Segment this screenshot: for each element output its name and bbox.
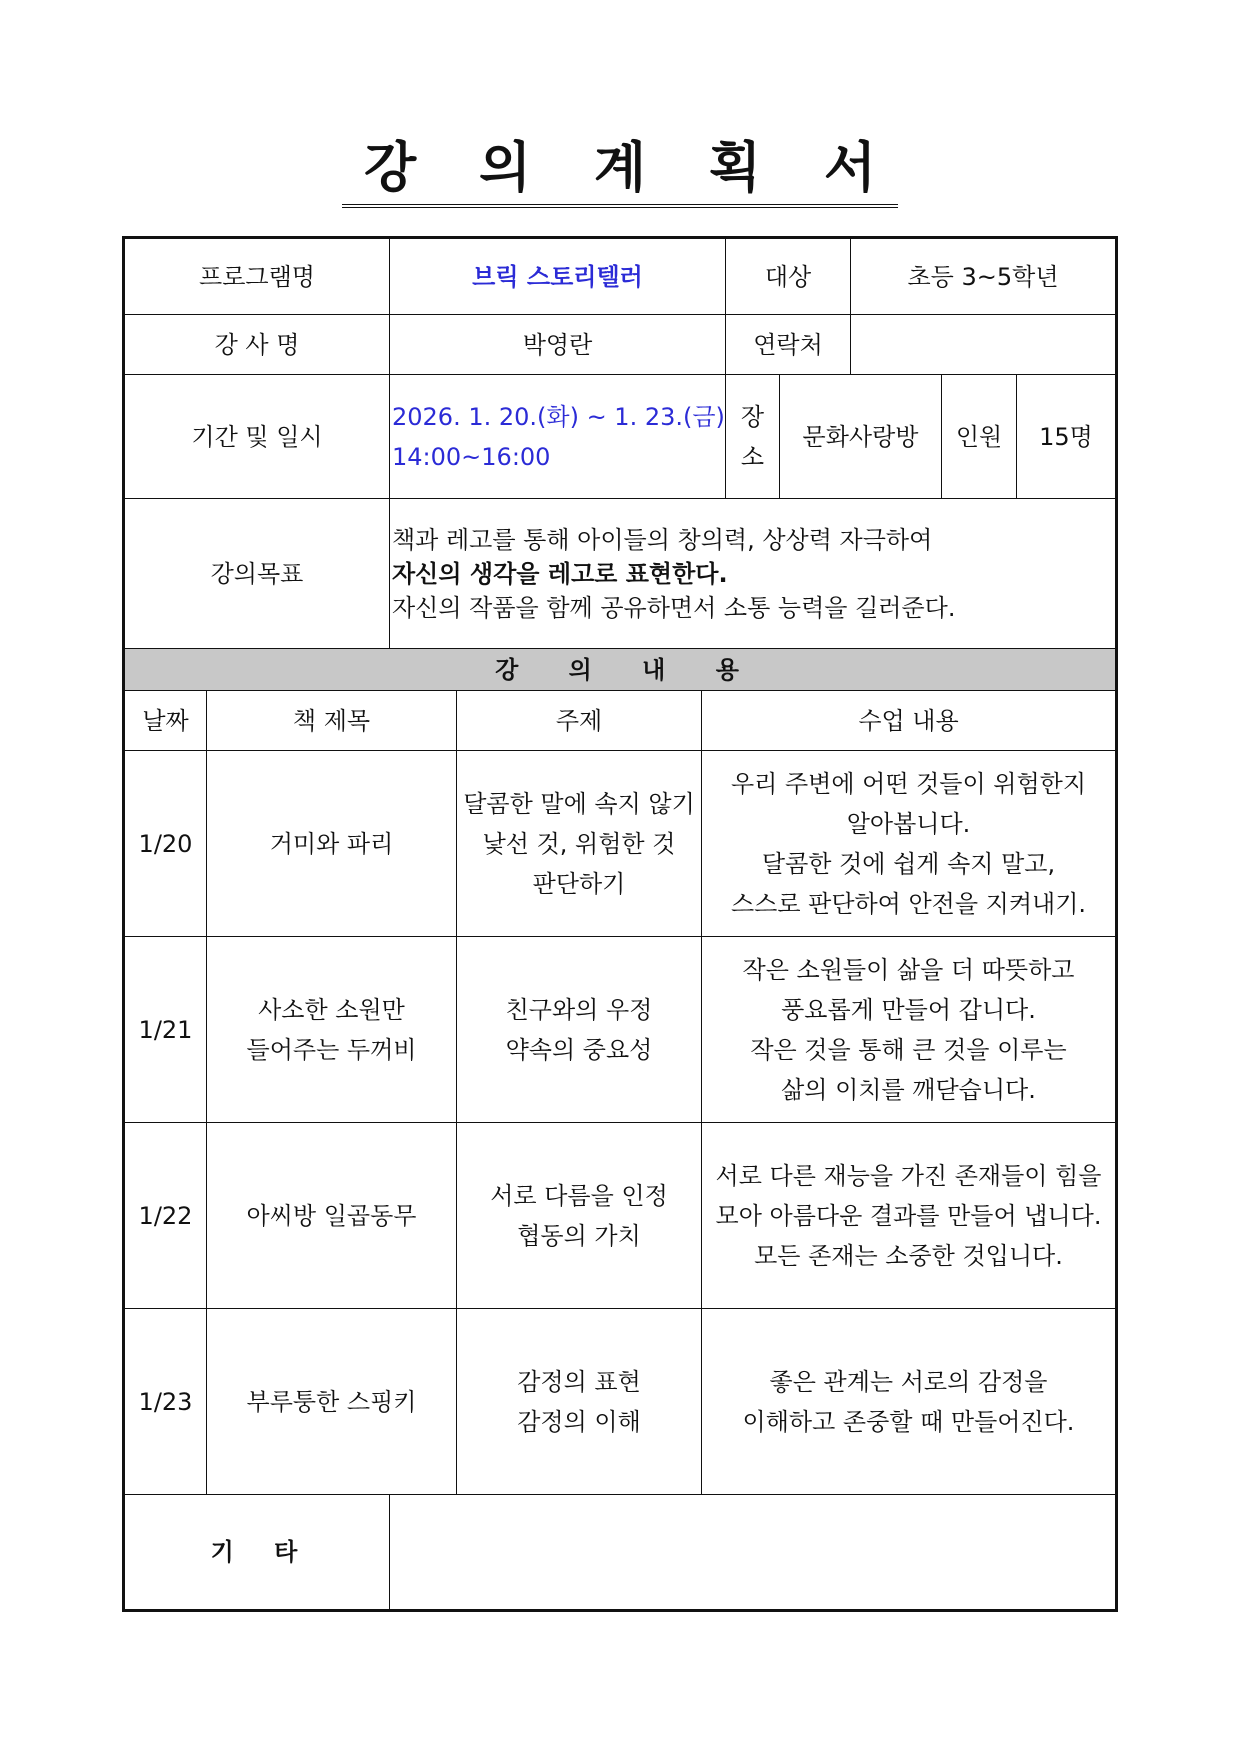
people-label: 인원 (942, 375, 1017, 499)
topic-line: 약속의 중요성 (505, 1035, 653, 1064)
content-line: 달콤한 것에 쉽게 속지 말고, (761, 849, 1056, 878)
contact-value (851, 315, 1115, 375)
place-value: 문화사랑방 (780, 375, 942, 499)
column-header-content: 수업 내용 (702, 691, 1115, 751)
table-row-date: 1/23 (125, 1309, 207, 1495)
period-time: 14:00~16:00 (392, 442, 551, 471)
table-row-topic (457, 751, 702, 937)
etc-label: 기 타 (125, 1495, 390, 1609)
topic-line: 판단하기 (532, 869, 626, 898)
place-label (726, 375, 780, 499)
document-title (0, 134, 1240, 208)
table-row-content (702, 937, 1115, 1123)
period-label: 기간 및 일시 (125, 375, 390, 499)
table-row-book (207, 1309, 457, 1495)
goal-value (390, 499, 1115, 649)
target-value: 초등 3~5학년 (851, 239, 1115, 315)
table-row-date: 1/21 (125, 937, 207, 1123)
column-header-topic: 주제 (457, 691, 702, 751)
table-row-book (207, 751, 457, 937)
topic-line: 감정의 표현 (517, 1367, 641, 1396)
book-line: 아씨방 일곱동무 (246, 1201, 417, 1230)
table-row-content (702, 1309, 1115, 1495)
column-header-book: 책 제목 (207, 691, 457, 751)
content-line: 삶의 이치를 깨닫습니다. (781, 1075, 1036, 1104)
table-row-topic (457, 1309, 702, 1495)
content-line: 풍요롭게 만들어 갑니다. (781, 995, 1036, 1024)
table-row-date: 1/22 (125, 1123, 207, 1309)
section-header: 강 의 내 용 (125, 649, 1115, 691)
content-line: 작은 것을 통해 큰 것을 이루는 (750, 1035, 1067, 1064)
target-label: 대상 (726, 239, 851, 315)
table-row-content (702, 751, 1115, 937)
table-row-book (207, 1123, 457, 1309)
goal-line-1: 책과 레고를 통해 아이들의 창의력, 상상력 자극하여 (392, 525, 933, 554)
topic-line: 낯선 것, 위험한 것 (482, 829, 676, 858)
table-row-book (207, 937, 457, 1123)
table-row-topic (457, 937, 702, 1123)
content-line: 작은 소원들이 삶을 더 따뜻하고 (742, 955, 1075, 984)
table-row-date: 1/20 (125, 751, 207, 937)
instructor-label: 강 사 명 (125, 315, 390, 375)
people-value: 15명 (1017, 375, 1115, 499)
place-label-char-1: 장 (740, 402, 765, 431)
content-line: 이해하고 존중할 때 만들어진다. (742, 1407, 1075, 1436)
period-value (390, 375, 726, 499)
content-line: 서로 다른 재능을 가진 존재들이 힘을 (715, 1161, 1102, 1190)
content-line: 알아봅니다. (846, 809, 971, 838)
document-title-text: 강 의 계 획 서 (342, 134, 898, 208)
book-line: 들어주는 두꺼비 (246, 1035, 417, 1064)
program-label: 프로그램명 (125, 239, 390, 315)
content-line: 우리 주변에 어떤 것들이 위험한지 (730, 769, 1087, 798)
program-value: 브릭 스토리텔러 (390, 239, 726, 315)
topic-line: 서로 다름을 인정 (490, 1181, 668, 1210)
content-line: 스스로 판단하여 안전을 지켜내기. (730, 889, 1087, 918)
contact-label: 연락처 (726, 315, 851, 375)
topic-line: 협동의 가치 (517, 1221, 641, 1250)
topic-line: 감정의 이해 (517, 1407, 641, 1436)
book-line: 부루퉁한 스핑키 (246, 1387, 417, 1416)
book-line: 사소한 소원만 (258, 995, 405, 1024)
place-label-char-2: 소 (740, 442, 765, 471)
goal-label: 강의목표 (125, 499, 390, 649)
lecture-plan-table (122, 236, 1118, 1612)
table-row-content (702, 1123, 1115, 1309)
content-line: 모아 아름다운 결과를 만들어 냅니다. (715, 1201, 1102, 1230)
etc-value (390, 1495, 1115, 1609)
goal-line-3: 자신의 작품을 함께 공유하면서 소통 능력을 길러준다. (392, 593, 956, 622)
goal-line-2: 자신의 생각을 레고로 표현한다. (392, 559, 728, 588)
content-line: 좋은 관계는 서로의 감정을 (769, 1367, 1048, 1396)
table-row-topic (457, 1123, 702, 1309)
content-line: 모든 존재는 소중한 것입니다. (754, 1241, 1063, 1270)
topic-line: 친구와의 우정 (505, 995, 653, 1024)
period-dates: 2026. 1. 20.(화) ~ 1. 23.(금) (392, 402, 725, 431)
column-header-date: 날짜 (125, 691, 207, 751)
book-line: 거미와 파리 (269, 829, 394, 858)
topic-line: 달콤한 말에 속지 않기 (463, 789, 695, 818)
instructor-value: 박영란 (390, 315, 726, 375)
